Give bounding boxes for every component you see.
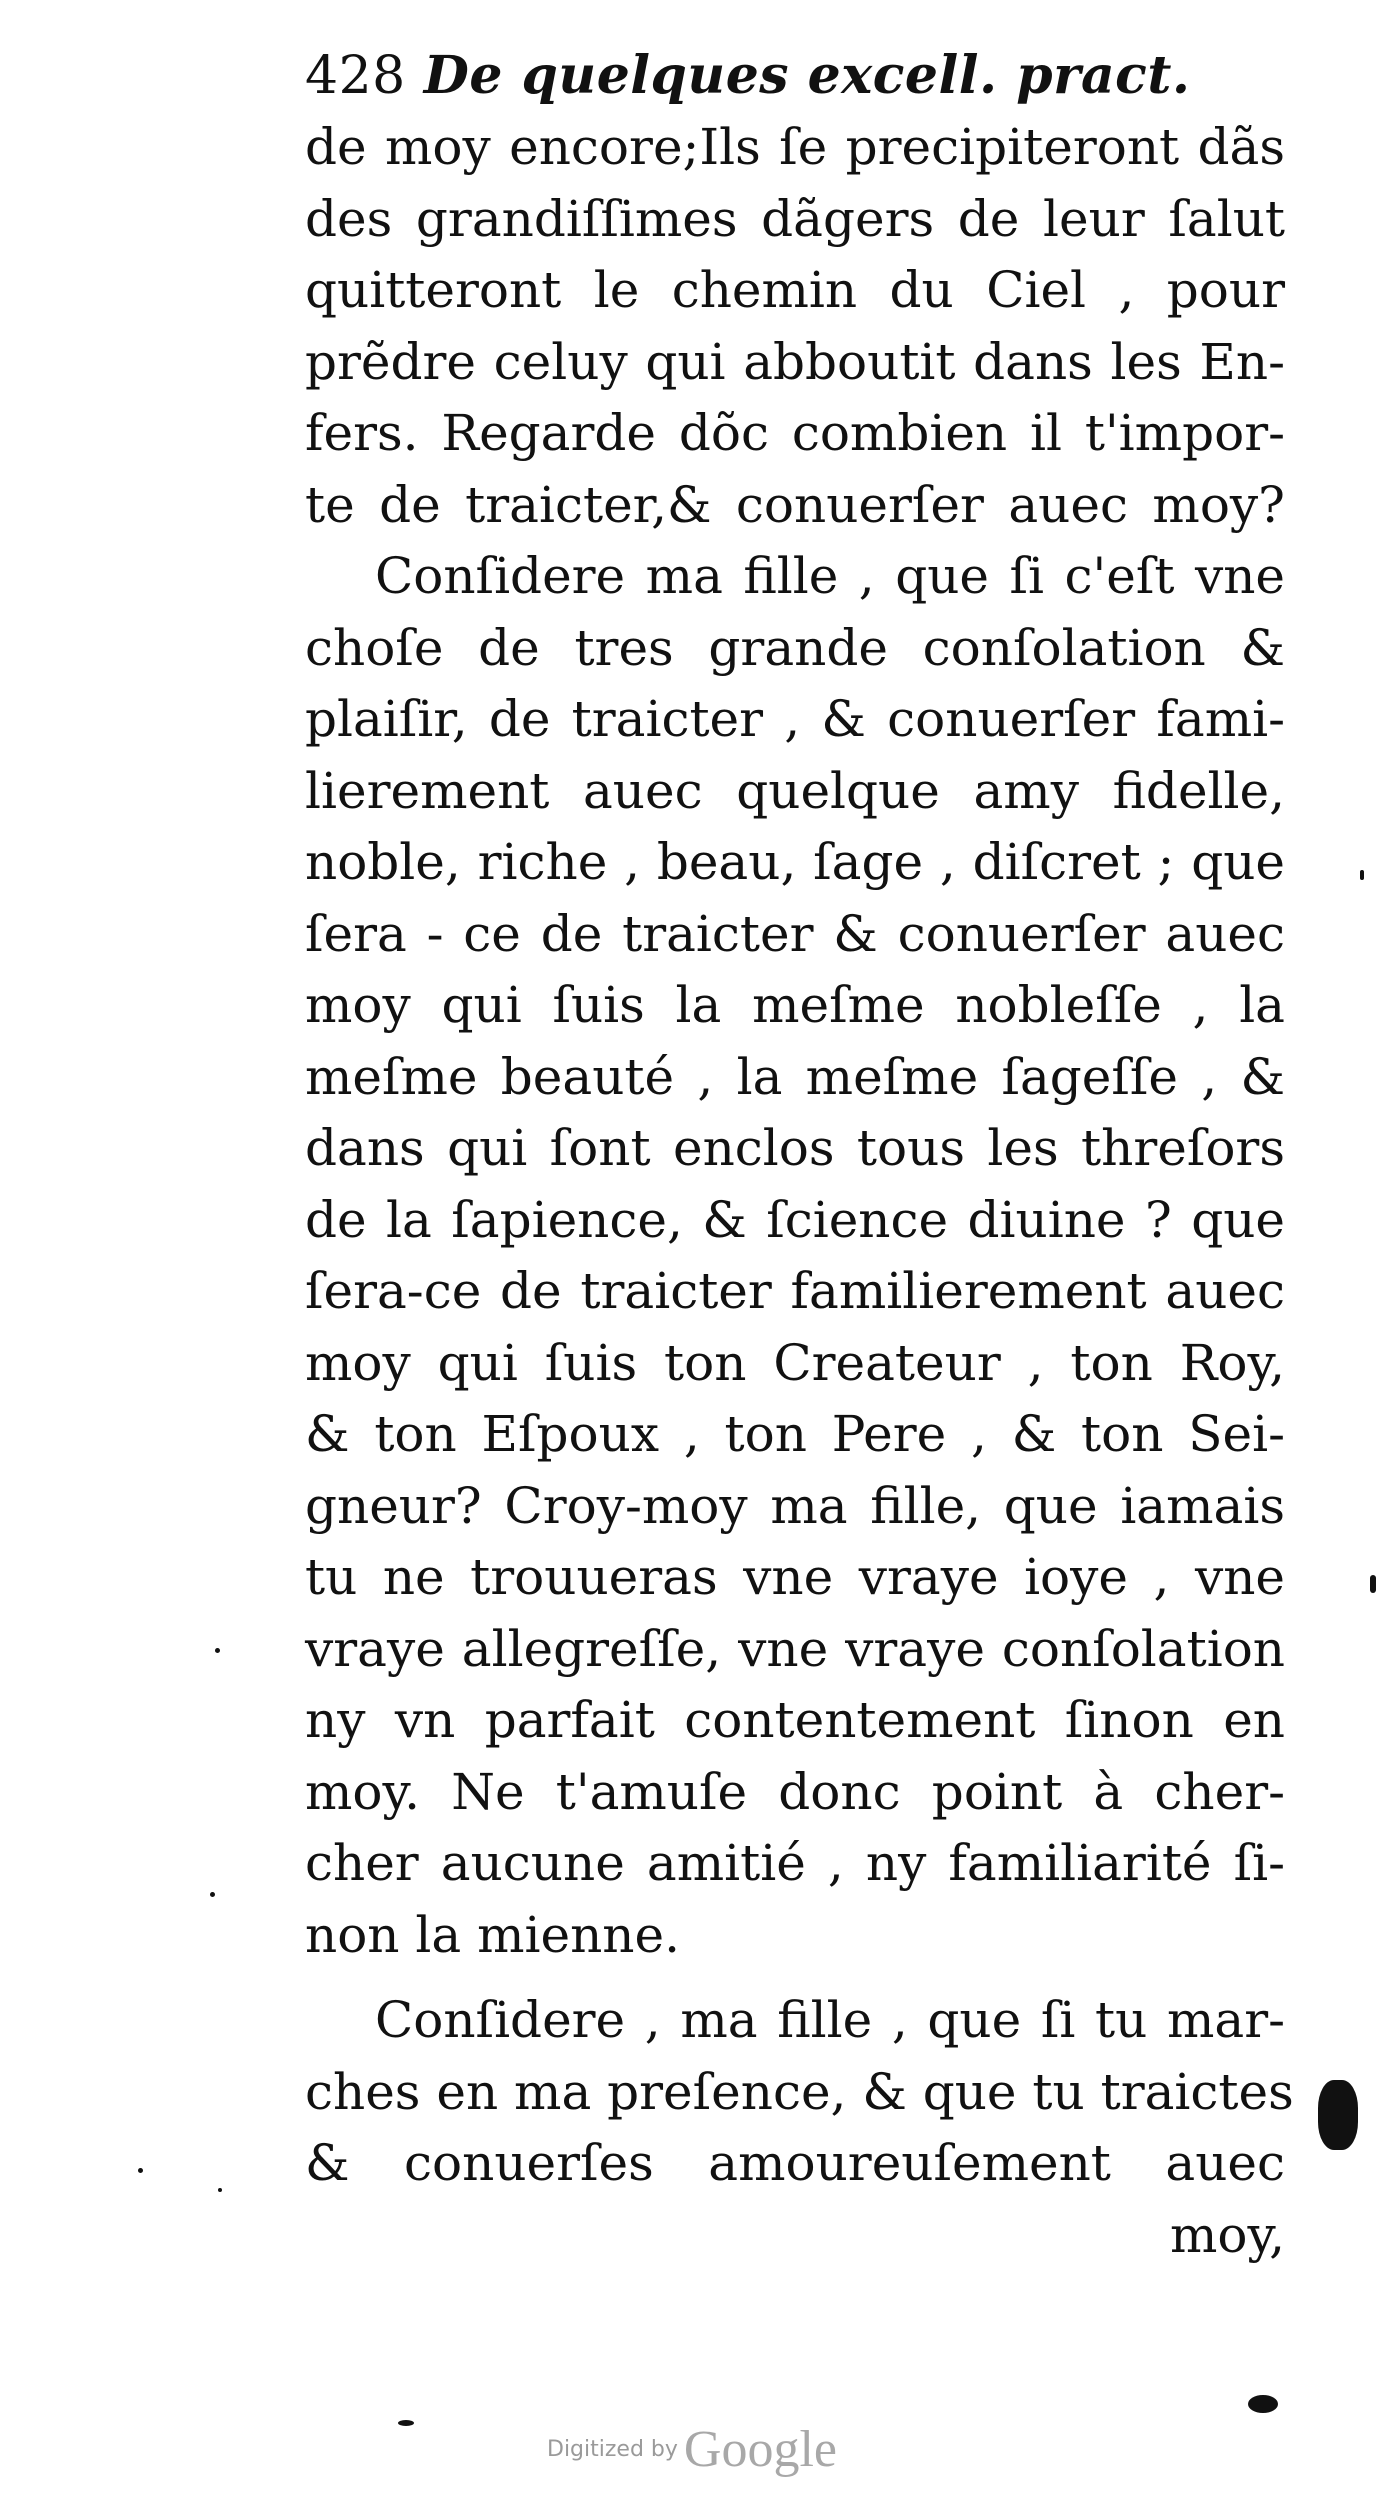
page-text <box>305 40 1294 2271</box>
text-line: gneur? Croy-moy ma fille, que iamais <box>305 1476 1285 1535</box>
text-line: choſe de tres grande conſolation & <box>305 618 1285 677</box>
ink-speck <box>210 1892 215 1897</box>
text-line: meſme beauté , la meſme ſageſſe , & <box>305 1047 1285 1106</box>
google-logo: Google <box>683 2421 837 2478</box>
paragraph-start-line: Conſidere , ma fille , que ſi tu mar- <box>375 1991 1285 2049</box>
text-line: dans qui ſont enclos tous les threſors <box>305 1119 1285 1177</box>
text-line: moy qui ſuis la meſme nobleſſe , la <box>305 976 1285 1034</box>
ink-speck <box>1360 870 1364 880</box>
text-line: ſera-ce de traicter familierement auec <box>305 1262 1285 1320</box>
text-line: cher aucune amitié , ny familiarité ſi- <box>305 1834 1285 1892</box>
text-line: quitteront le chemin du Ciel , pour <box>305 261 1285 319</box>
ink-speck <box>1248 2395 1278 2413</box>
ink-speck <box>218 2188 222 2192</box>
text-line: ny vn parfait contentement ſinon en <box>305 1691 1285 1749</box>
text-line: moy qui ſuis ton Createur , ton Roy, <box>305 1333 1285 1392</box>
digitized-label: Digitized by <box>547 2437 678 2462</box>
text-line: moy. Ne t'amuſe donc point à cher- <box>305 1762 1285 1821</box>
text-line: noble, riche , beau, ſage , diſcret ; que <box>305 833 1285 891</box>
text-line: ſera - ce de traicter & conuerſer auec <box>305 904 1285 963</box>
text-line: ches en ma preſence, & que tu traictes <box>305 2062 1294 2121</box>
ink-speck <box>1370 1575 1376 1593</box>
text-line: plaiſir, de traicter , & conuerſer fami- <box>305 690 1285 748</box>
text-line: lierement auec quelque amy fidelle, <box>305 761 1285 820</box>
page-number: 428 <box>305 46 406 106</box>
text-line: fers. Regarde dõc combien il t'impor- <box>305 404 1285 462</box>
text-line: de moy encore;Ils ſe precipiteront dãs <box>305 118 1285 176</box>
text-line: & ton Eſpoux , ton Pere , & ton Sei- <box>305 1405 1285 1463</box>
text-line: prẽdre celuy qui abboutit dans les En- <box>305 332 1285 391</box>
text-line: te de traicter,& conuerſer auec moy? <box>305 475 1285 534</box>
text-line: de la ſapience, & ſcience diuine ? que <box>305 1190 1285 1249</box>
running-title: De quelques excell. pract. <box>423 45 1191 106</box>
ink-speck <box>215 1648 220 1653</box>
ink-speck <box>138 2168 143 2173</box>
paragraph-start-line: Conſidere ma fille , que ſi c'eſt vne <box>375 547 1285 605</box>
text-line: vraye allegreſſe, vne vraye conſolation <box>305 1619 1285 1678</box>
running-header <box>305 40 1285 112</box>
digitization-watermark <box>0 2420 1384 2479</box>
ink-speck <box>1318 2080 1358 2150</box>
text-line: & conuerſes amoureuſement auec <box>305 2134 1285 2192</box>
text-line: des grandiſſimes dãgers de leur ſalut <box>305 189 1285 248</box>
paragraph-end-line: non la mienne. <box>305 1905 680 1964</box>
catchword-line: moy, <box>1169 2205 1285 2264</box>
text-line: tu ne trouueras vne vraye ioye , vne <box>305 1548 1285 1606</box>
